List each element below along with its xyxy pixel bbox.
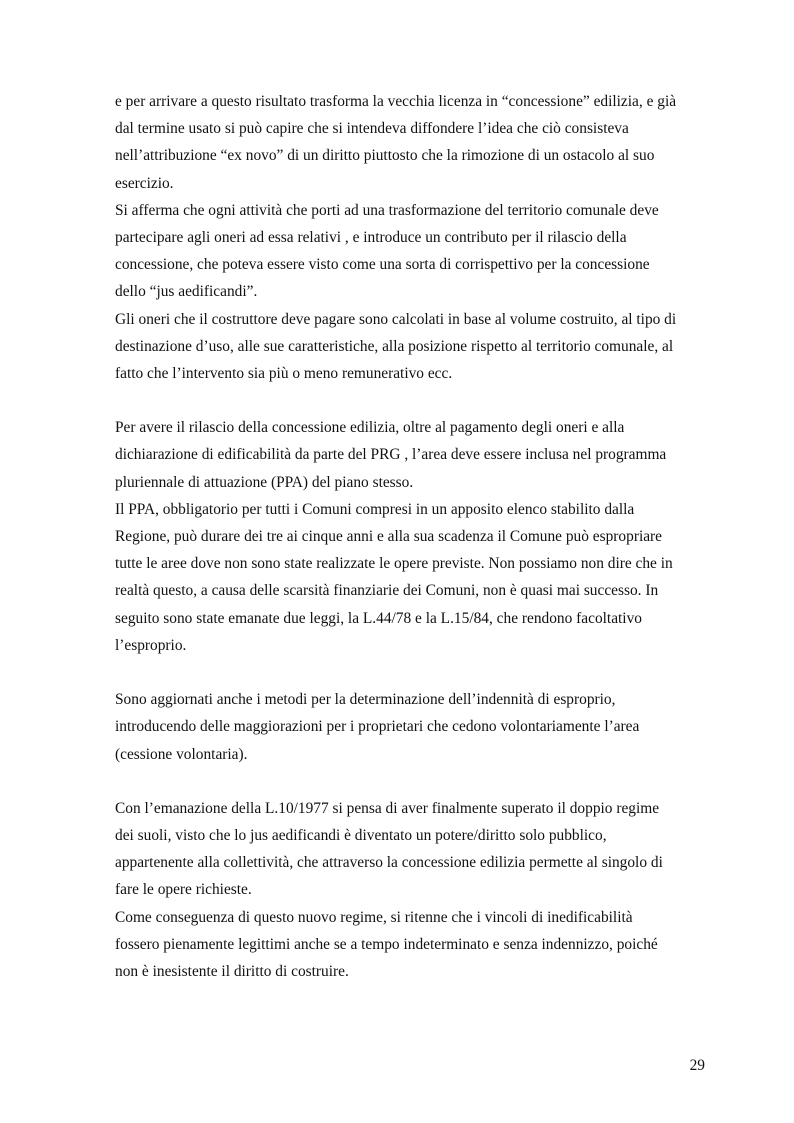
text-line: pluriennale di attuazione (PPA) del piano stesso.: [115, 473, 414, 491]
text-line: Sono aggiornati anche i metodi per la determinazione dell’indennità di esproprio,: [115, 691, 616, 709]
paragraph-gap: [115, 387, 705, 414]
text-line: non è inesistente il diritto di costruire.: [115, 963, 349, 980]
paragraph-gap: [115, 659, 705, 686]
text-line: tutte le aree dove non sono state realizzate le opere previste. Non possiamo non dire che in: [115, 555, 673, 573]
text-line: dal termine usato si può capire che si intendeva diffondere l’idea che ciò consisteva: [115, 120, 629, 138]
text-line: fossero pienamente legittimi anche se a tempo indeterminato e senza indennizzo, poiché: [115, 935, 658, 953]
text-line: partecipare agli oneri ad essa relativi , e introduce un contributo per il rilascio della: [115, 228, 627, 246]
text-line: Gli oneri che il costruttore deve pagare sono calcolati in base al volume costruito, al tipo di: [115, 310, 677, 328]
paragraph-4: [115, 795, 705, 985]
text-line: nell’attribuzione “ex novo” di un diritto piuttosto che la rimozione di un ostacolo al suo: [115, 147, 655, 165]
text-line: appartenente alla collettività, che attraverso la concessione edilizia permette al singolo di: [115, 854, 663, 872]
paragraph-3: [115, 686, 705, 768]
text-line: Come conseguenza di questo nuovo regime, si ritenne che i vincoli di inedificabilità: [115, 908, 633, 926]
paragraph-gap: [115, 768, 705, 795]
text-line: dello “jus aedificandi”.: [115, 283, 258, 301]
text-line: (cessione volontaria).: [115, 745, 248, 763]
text-line: realtà questo, a causa delle scarsità finanziarie dei Comuni, non è quasi mai successo. In: [115, 582, 659, 600]
text-line: dichiarazione di edificabilità da parte del PRG , l’area deve essere inclusa nel programma: [115, 446, 667, 464]
paragraph-2: [115, 414, 705, 659]
text-line: concessione, che poteva essere visto come una sorta di corrispettivo per la concessione: [115, 256, 650, 274]
paragraph-1: [115, 88, 705, 387]
text-line: dei suoli, visto che lo jus aedificandi è diventato un potere/diritto solo pubblico,: [115, 827, 607, 845]
text-line: e per arrivare a questo risultato trasforma la vecchia licenza in “concessione” edilizia, e già: [115, 93, 677, 110]
text-line: fatto che l’intervento sia più o meno remunerativo ecc.: [115, 364, 453, 382]
text-line: l’esproprio.: [115, 636, 187, 654]
page-number: 29: [689, 1057, 705, 1074]
page-body: [115, 88, 705, 985]
text-line: destinazione d’uso, alle sue caratteristiche, alla posizione rispetto al territorio comunale, al: [115, 337, 674, 355]
text-line: Il PPA, obbligatorio per tutti i Comuni compresi in un apposito elenco stabilito dalla: [115, 500, 635, 518]
text-line: Per avere il rilascio della concessione edilizia, oltre al pagamento degli oneri e alla: [115, 419, 625, 437]
text-line: Con l’emanazione della L.10/1977 si pensa di aver finalmente superato il doppio regime: [115, 799, 660, 817]
text-line: fare le opere richieste.: [115, 881, 252, 899]
text-line: introducendo delle maggiorazioni per i proprietari che cedono volontariamente l’area: [115, 718, 640, 736]
text-line: Si afferma che ogni attività che porti ad una trasformazione del territorio comunale deve: [115, 201, 659, 219]
text-line: seguito sono state emanate due leggi, la L.44/78 e la L.15/84, che rendono facoltativo: [115, 609, 642, 627]
text-line: Regione, può durare dei tre ai cinque anni e alla sua scadenza il Comune può espropriare: [115, 528, 663, 545]
text-line: esercizio.: [115, 174, 174, 192]
